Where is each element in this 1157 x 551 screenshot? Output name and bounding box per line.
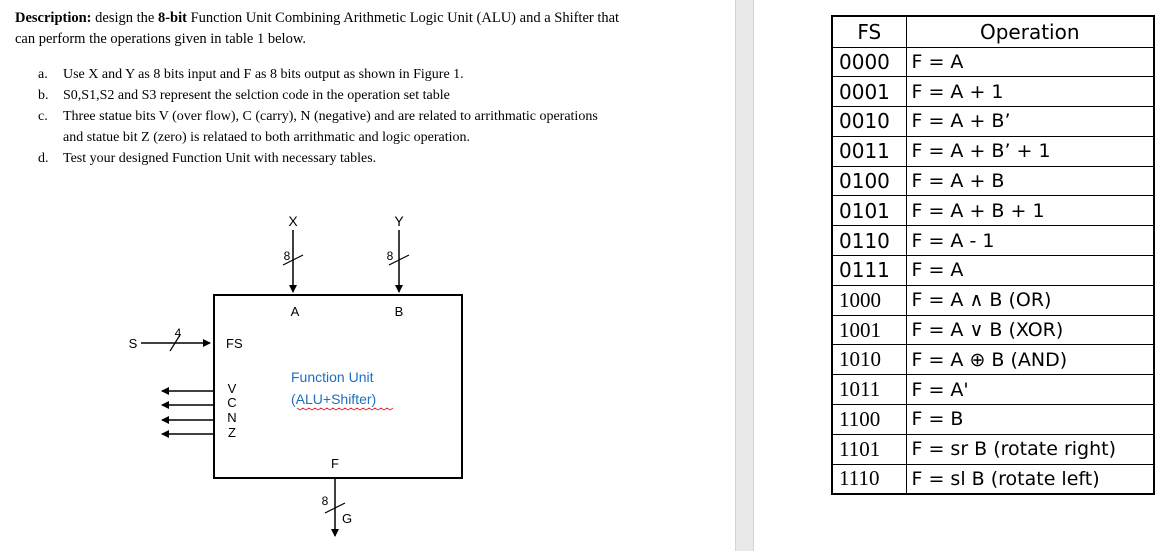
- spellcheck-underline: [297, 408, 393, 410]
- fs-code: 0110: [832, 226, 906, 256]
- description-text-2: Function Unit Combining Arithmetic Logic Unit (ALU) and a Shifter that can perform the operations given in table 1 below.: [15, 10, 620, 47]
- bus-width-x: 8: [283, 249, 291, 263]
- status-bit-label: Z: [228, 425, 236, 440]
- task-label: c.: [38, 109, 48, 124]
- table-row: [832, 464, 1154, 494]
- operation-cell: F = A ∧ B (OR): [906, 285, 1154, 315]
- table-row: [832, 256, 1154, 286]
- page-gutter: [735, 0, 754, 551]
- header-fs: FS: [832, 16, 906, 47]
- fs-code: 1101: [832, 434, 906, 464]
- fs-code: 1110: [832, 464, 906, 494]
- description-paragraph: [15, 8, 625, 50]
- table-row: [832, 136, 1154, 166]
- operation-cell: F = B: [906, 405, 1154, 435]
- status-bit-label: N: [227, 410, 237, 425]
- port-a-label: A: [290, 304, 300, 319]
- port-b-label: B: [394, 304, 404, 319]
- table-row: [832, 107, 1154, 137]
- bus-width-out: 8: [321, 494, 329, 508]
- fs-code: 1010: [832, 345, 906, 375]
- fs-code: 0101: [832, 196, 906, 226]
- table-row: [832, 47, 1154, 77]
- operation-cell: F = A + B: [906, 166, 1154, 196]
- operation-cell: F = A + B’ + 1: [906, 136, 1154, 166]
- table-header-row: [832, 16, 1154, 47]
- table-row: [832, 315, 1154, 345]
- status-bit-label: C: [227, 395, 237, 410]
- operation-cell: F = A + 1: [906, 77, 1154, 107]
- operation-cell: F = A ⊕ B (AND): [906, 345, 1154, 375]
- operation-cell: F = A': [906, 375, 1154, 405]
- select-input-label: S: [128, 336, 138, 351]
- operation-cell: F = sr B (rotate right): [906, 434, 1154, 464]
- operation-cell: F = A: [906, 47, 1154, 77]
- description-label: Description:: [15, 10, 92, 26]
- port-fs-label: FS: [226, 336, 243, 351]
- status-bit-label: V: [227, 381, 237, 396]
- table-row: [832, 196, 1154, 226]
- fs-code: 0000: [832, 47, 906, 77]
- bus-width-s: 4: [174, 326, 182, 340]
- task-label: a.: [38, 67, 48, 82]
- function-unit-diagram: [115, 205, 475, 545]
- input-x-label: X: [288, 213, 298, 229]
- task-item: [38, 85, 618, 106]
- fs-code: 0100: [832, 166, 906, 196]
- table-row: [832, 375, 1154, 405]
- table-row: [832, 405, 1154, 435]
- fs-code: 0010: [832, 107, 906, 137]
- description-text-1: design the: [91, 10, 158, 26]
- task-text: Three statue bits V (over flow), C (carry), N (negative) and are related to arrithmatic operations and statue bit Z (zero) is relataed to both arrithmatic and logic operation.: [63, 109, 598, 145]
- output-g-label: G: [341, 511, 353, 526]
- operation-cell: F = sl B (rotate left): [906, 464, 1154, 494]
- fs-code: 1100: [832, 405, 906, 435]
- table-row: [832, 285, 1154, 315]
- function-unit-block: [214, 295, 462, 478]
- task-text: S0,S1,S2 and S3 represent the selction code in the operation set table: [63, 88, 450, 103]
- task-item: [38, 148, 618, 169]
- description-bold: 8-bit: [157, 10, 187, 26]
- table-row: [832, 77, 1154, 107]
- operation-cell: F = A + B + 1: [906, 196, 1154, 226]
- fs-code: 1011: [832, 375, 906, 405]
- task-label: d.: [38, 151, 49, 166]
- operation-cell: F = A ∨ B (XOR): [906, 315, 1154, 345]
- task-text: Test your designed Function Unit with necessary tables.: [63, 151, 377, 166]
- operation-cell: F = A - 1: [906, 226, 1154, 256]
- task-list: [38, 64, 618, 169]
- operation-cell: F = A + B’: [906, 107, 1154, 137]
- unit-title: Function Unit: [291, 369, 374, 385]
- table-row: [832, 226, 1154, 256]
- task-item: [38, 64, 618, 85]
- operation-table: [831, 15, 1155, 495]
- table-row: [832, 434, 1154, 464]
- fs-code: 0001: [832, 77, 906, 107]
- port-f-label: F: [331, 456, 339, 471]
- task-text: Use X and Y as 8 bits input and F as 8 bits output as shown in Figure 1.: [63, 67, 464, 82]
- task-label: b.: [38, 88, 49, 103]
- table-row: [832, 345, 1154, 375]
- fs-code: 0011: [832, 136, 906, 166]
- task-item: [38, 106, 618, 148]
- operation-cell: F = A: [906, 256, 1154, 286]
- header-operation: Operation: [906, 16, 1154, 47]
- unit-subtitle: (ALU+Shifter): [291, 391, 377, 407]
- table-row: [832, 166, 1154, 196]
- input-y-label: Y: [394, 213, 404, 229]
- fs-code: 1000: [832, 285, 906, 315]
- fs-code: 0111: [832, 256, 906, 286]
- fs-code: 1001: [832, 315, 906, 345]
- bus-width-y: 8: [386, 249, 394, 263]
